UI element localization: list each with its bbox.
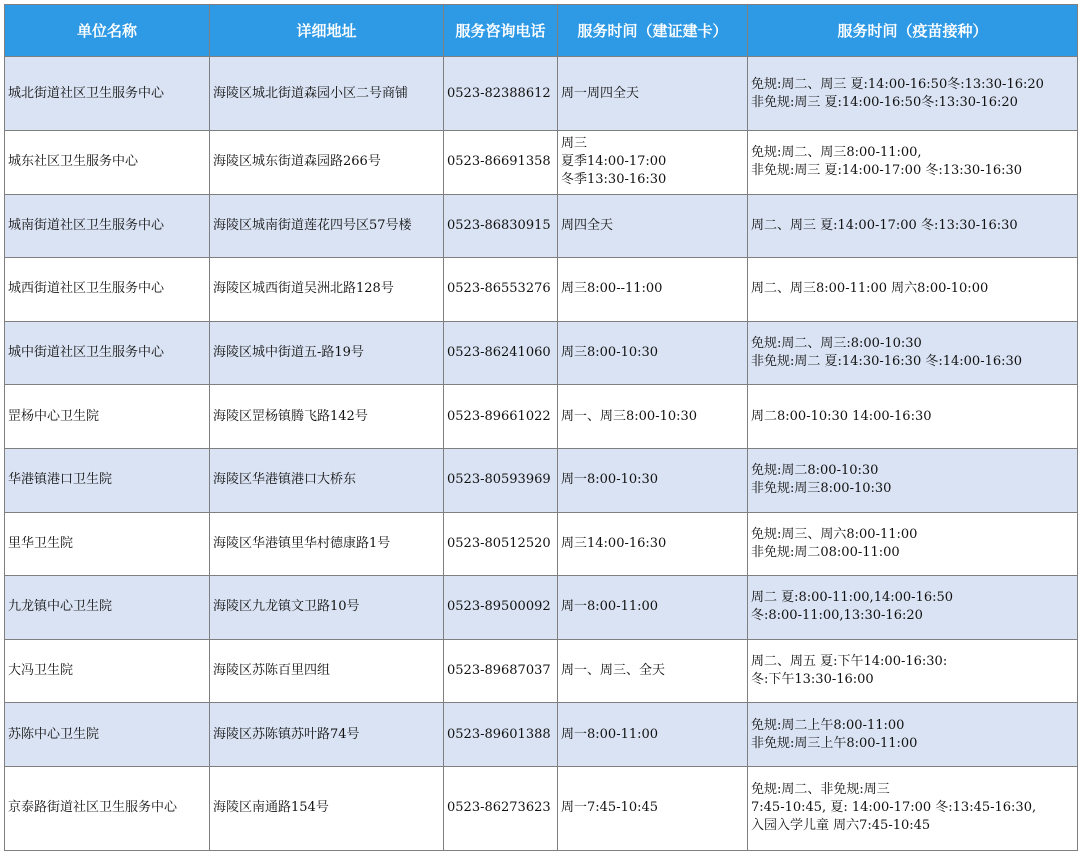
cell-unit-name: 罡杨中心卫生院	[5, 385, 210, 449]
cell-card-time: 周三 夏季14:00-17:00 冬季13:30-16:30	[558, 131, 748, 195]
cell-address: 海陵区城中街道五-路19号	[210, 321, 444, 385]
cell-address: 海陵区南通路154号	[210, 766, 444, 850]
cell-vaccine-time: 周二、周三 夏:14:00-17:00 冬:13:30-16:30	[748, 194, 1078, 258]
cell-vaccine-time: 免规:周二、周三 夏:14:00-16:50冬:13:30-16:20 非免规:周三 夏:14:00-16:50冬:13:30-16:20	[748, 57, 1078, 131]
cell-address: 海陵区城西街道吴洲北路128号	[210, 258, 444, 322]
cell-card-time: 周三8:00--11:00	[558, 258, 748, 322]
cell-phone: 0523-89601388	[444, 703, 558, 767]
cell-unit-name: 城中街道社区卫生服务中心	[5, 321, 210, 385]
cell-vaccine-time: 免规:周二、周三8:00-11:00, 非免规:周三 夏:14:00-17:00 冬:13:30-16:30	[748, 131, 1078, 195]
cell-address: 海陵区城北街道森园小区二号商铺	[210, 57, 444, 131]
cell-unit-name: 苏陈中心卫生院	[5, 703, 210, 767]
table-row	[5, 703, 1078, 767]
cell-phone: 0523-86691358	[444, 131, 558, 195]
cell-card-time: 周一7:45-10:45	[558, 766, 748, 850]
header-address: 详细地址	[210, 5, 444, 57]
cell-vaccine-time: 免规:周二上午8:00-11:00 非免规:周三上午8:00-11:00	[748, 703, 1078, 767]
table-row	[5, 448, 1078, 512]
table-row	[5, 131, 1078, 195]
cell-vaccine-time: 免规:周二、周三:8:00-10:30 非免规:周二 夏:14:30-16:30 冬:14:00-16:30	[748, 321, 1078, 385]
cell-phone: 0523-89687037	[444, 639, 558, 703]
cell-address: 海陵区华港镇港口大桥东	[210, 448, 444, 512]
cell-card-time: 周一8:00-10:30	[558, 448, 748, 512]
cell-card-time: 周一周四全天	[558, 57, 748, 131]
cell-phone: 0523-89500092	[444, 576, 558, 640]
table-row	[5, 512, 1078, 576]
cell-card-time: 周一、周三、全天	[558, 639, 748, 703]
table-header	[5, 5, 1078, 57]
header-unit-name: 单位名称	[5, 5, 210, 57]
cell-phone: 0523-80512520	[444, 512, 558, 576]
cell-address: 海陵区九龙镇文卫路10号	[210, 576, 444, 640]
header-phone: 服务咨询电话	[444, 5, 558, 57]
table-row	[5, 321, 1078, 385]
table-row	[5, 57, 1078, 131]
cell-unit-name: 城西街道社区卫生服务中心	[5, 258, 210, 322]
cell-phone: 0523-86241060	[444, 321, 558, 385]
table-row	[5, 639, 1078, 703]
cell-vaccine-time: 周二、周三8:00-11:00 周六8:00-10:00	[748, 258, 1078, 322]
header-row	[5, 5, 1078, 57]
cell-phone: 0523-82388612	[444, 57, 558, 131]
cell-vaccine-time: 周二 夏:8:00-11:00,14:00-16:50 冬:8:00-11:00,13:30-16:20	[748, 576, 1078, 640]
cell-vaccine-time: 免规:周三、周六8:00-11:00 非免规:周二08:00-11:00	[748, 512, 1078, 576]
cell-card-time: 周三14:00-16:30	[558, 512, 748, 576]
cell-card-time: 周一8:00-11:00	[558, 576, 748, 640]
header-card-time: 服务时间（建证建卡）	[558, 5, 748, 57]
cell-card-time: 周一、周三8:00-10:30	[558, 385, 748, 449]
cell-unit-name: 大冯卫生院	[5, 639, 210, 703]
cell-unit-name: 华港镇港口卫生院	[5, 448, 210, 512]
cell-vaccine-time: 周二、周五 夏:下午14:00-16:30: 冬:下午13:30-16:00	[748, 639, 1078, 703]
cell-phone: 0523-86273623	[444, 766, 558, 850]
cell-address: 海陵区城南街道莲花四号区57号楼	[210, 194, 444, 258]
cell-unit-name: 城南街道社区卫生服务中心	[5, 194, 210, 258]
cell-phone: 0523-86553276	[444, 258, 558, 322]
cell-unit-name: 里华卫生院	[5, 512, 210, 576]
cell-address: 海陵区罡杨镇腾飞路142号	[210, 385, 444, 449]
table-row	[5, 766, 1078, 850]
cell-phone: 0523-86830915	[444, 194, 558, 258]
cell-unit-name: 京泰路街道社区卫生服务中心	[5, 766, 210, 850]
table-row	[5, 576, 1078, 640]
cell-address: 海陵区苏陈镇苏叶路74号	[210, 703, 444, 767]
cell-phone: 0523-89661022	[444, 385, 558, 449]
cell-unit-name: 城北街道社区卫生服务中心	[5, 57, 210, 131]
cell-card-time: 周四全天	[558, 194, 748, 258]
vaccination-service-table	[4, 4, 1078, 851]
cell-address: 海陵区华港镇里华村德康路1号	[210, 512, 444, 576]
table-row	[5, 258, 1078, 322]
cell-address: 海陵区苏陈百里四组	[210, 639, 444, 703]
cell-address: 海陵区城东街道森园路266号	[210, 131, 444, 195]
cell-card-time: 周三8:00-10:30	[558, 321, 748, 385]
cell-vaccine-time: 免规:周二8:00-10:30 非免规:周三8:00-10:30	[748, 448, 1078, 512]
header-vaccine-time: 服务时间（疫苗接种）	[748, 5, 1078, 57]
table-row	[5, 385, 1078, 449]
cell-phone: 0523-80593969	[444, 448, 558, 512]
cell-unit-name: 九龙镇中心卫生院	[5, 576, 210, 640]
cell-vaccine-time: 周二8:00-10:30 14:00-16:30	[748, 385, 1078, 449]
cell-unit-name: 城东社区卫生服务中心	[5, 131, 210, 195]
table-row	[5, 194, 1078, 258]
cell-card-time: 周一8:00-11:00	[558, 703, 748, 767]
cell-vaccine-time: 免规:周二、非免规:周三 7:45-10:45, 夏: 14:00-17:00 冬:13:45-16:30, 入园入学儿童 周六7:45-10:45	[748, 766, 1078, 850]
table-body	[5, 57, 1078, 851]
